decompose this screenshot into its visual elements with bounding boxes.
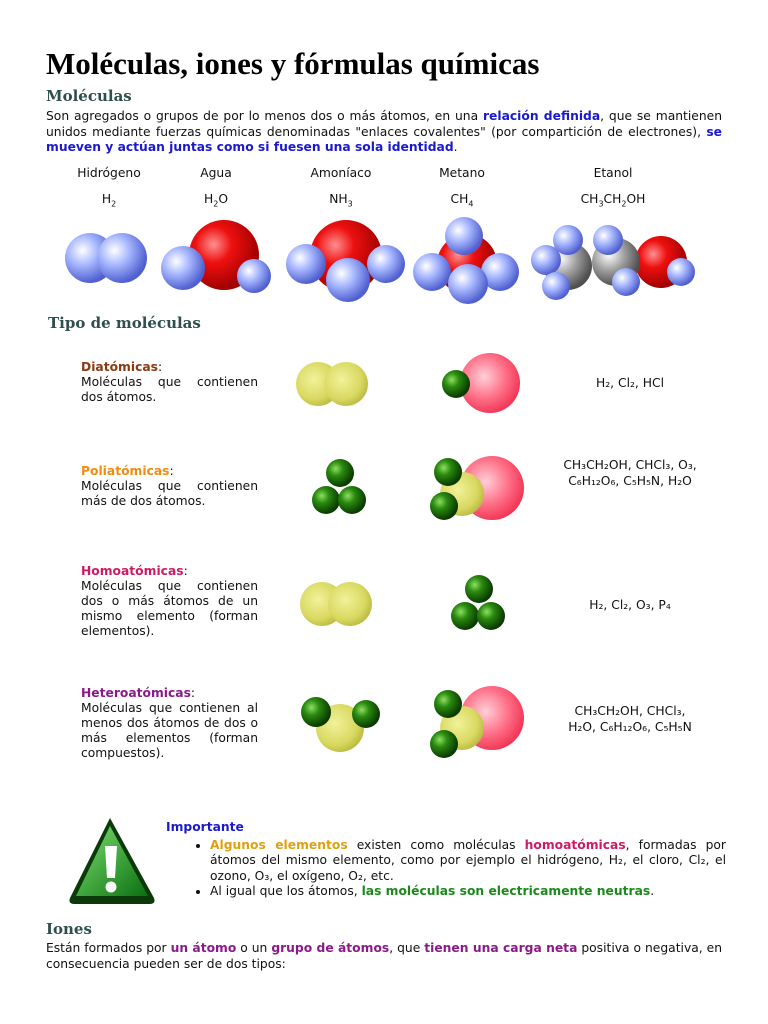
formula-nh3: $NH_3$	[329, 192, 353, 209]
link-sola-identidad[interactable]: se mueven y actúan juntas como si fuesen una sola identidad	[46, 124, 722, 154]
homoatomic-diatomic-image	[296, 578, 380, 630]
methane-molecule-image	[410, 214, 520, 308]
examples-homoatomicas: H₂, Cl₂, O₃, P₄	[589, 598, 671, 612]
example-name-amoniaco: Amoníaco	[310, 166, 372, 180]
moleculas-paragraph: Son agregados o grupos de por lo menos dos o más átomos, en una relación definida, que se mantienen unidos mediante fuerzas químicas denominadas "enlaces covalentes" (por compartición de electrones), se mueven y actúan juntas como si fuesen una sola identidad.	[46, 109, 722, 154]
importante-title: Importante	[166, 820, 244, 834]
importante-bullet-2: • Al igual que los átomos, las moléculas son electricamente neutras.	[210, 884, 726, 900]
link-relacion-definida[interactable]: relación definida	[482, 109, 601, 123]
homoatomic-triatomic-image	[445, 572, 515, 638]
warning-icon	[64, 812, 160, 908]
example-name-hidrogeno: Hidrógeno	[77, 166, 141, 180]
section-heading-iones: Iones	[46, 920, 92, 938]
diatomic-hetero-image	[438, 350, 528, 416]
type-row-homoatomicas: Homoatómicas: Moléculas que contienen dos o más átomos de un mismo elemento (forman elementos).	[81, 564, 258, 638]
diatomic-homo-image	[292, 358, 376, 410]
formula-ch3ch2oh: $CH_3CH_2OH$	[580, 192, 646, 209]
formula-h2o: $H_2O$	[203, 192, 229, 209]
importante-box	[166, 820, 726, 900]
ammonia-molecule-image	[282, 214, 412, 304]
ethanol-molecule-image	[526, 220, 701, 305]
importante-bullet-1: • Algunos elementos existen como moléculas homoatómicas, formadas por átomos del mismo elemento, como por ejemplo el hidrógeno, H₂, el cloro, Cl₂, el ozono, O₃, el oxígeno, O₂, etc.	[210, 838, 726, 885]
formula-h2: $H_2$	[101, 192, 117, 209]
type-row-heteroatomicas: Heteroatómicas: Moléculas que contienen al menos dos átomos de dos o más elementos (forman compuestos).	[81, 686, 258, 760]
section-heading-tipo: Tipo de moléculas	[48, 314, 201, 332]
type-row-poliatomicas: Poliatómicas: Moléculas que contienen más de dos átomos.	[81, 464, 258, 508]
heteroatomic-triatomic-image	[296, 690, 386, 758]
heteroatomic-complex-image	[428, 680, 528, 764]
type-name-heteroatomicas: Heteroatómicas	[81, 686, 191, 700]
examples-diatomicas: H₂, Cl₂, HCl	[596, 376, 664, 390]
polyatomic-homo-image	[308, 456, 372, 522]
type-name-diatomicas: Diatómicas	[81, 360, 158, 374]
formula-ch4: $CH_4$	[450, 192, 474, 209]
iones-paragraph: Están formados por un átomo o un grupo de átomos, que tienen una carga neta positiva o negativa, en consecuencia pueden ser de dos tipos:	[46, 941, 722, 971]
example-name-agua: Agua	[200, 166, 232, 180]
type-name-homoatomicas: Homoatómicas	[81, 564, 184, 578]
example-name-metano: Metano	[439, 166, 485, 180]
examples-poliatomicas: CH₃CH₂OH, CHCl₃, O₃, C₆H₁₂O₆, C₅H₅N, H₂O	[563, 458, 697, 488]
type-row-diatomicas: Diatómicas: Moléculas que contienen dos átomos.	[81, 360, 258, 404]
example-name-etanol: Etanol	[593, 166, 633, 180]
examples-heteroatomicas: CH₃CH₂OH, CHCl₃, H₂O, C₆H₁₂O₆, C₅H₅N	[568, 704, 692, 734]
section-heading-moleculas: Moléculas	[46, 87, 132, 105]
type-name-poliatomicas: Poliatómicas	[81, 464, 170, 478]
page-title: Moléculas, iones y fórmulas químicas	[46, 46, 540, 81]
polyatomic-hetero-image	[428, 450, 528, 526]
water-molecule-image	[158, 218, 278, 298]
hydrogen-molecule-image	[60, 225, 160, 290]
